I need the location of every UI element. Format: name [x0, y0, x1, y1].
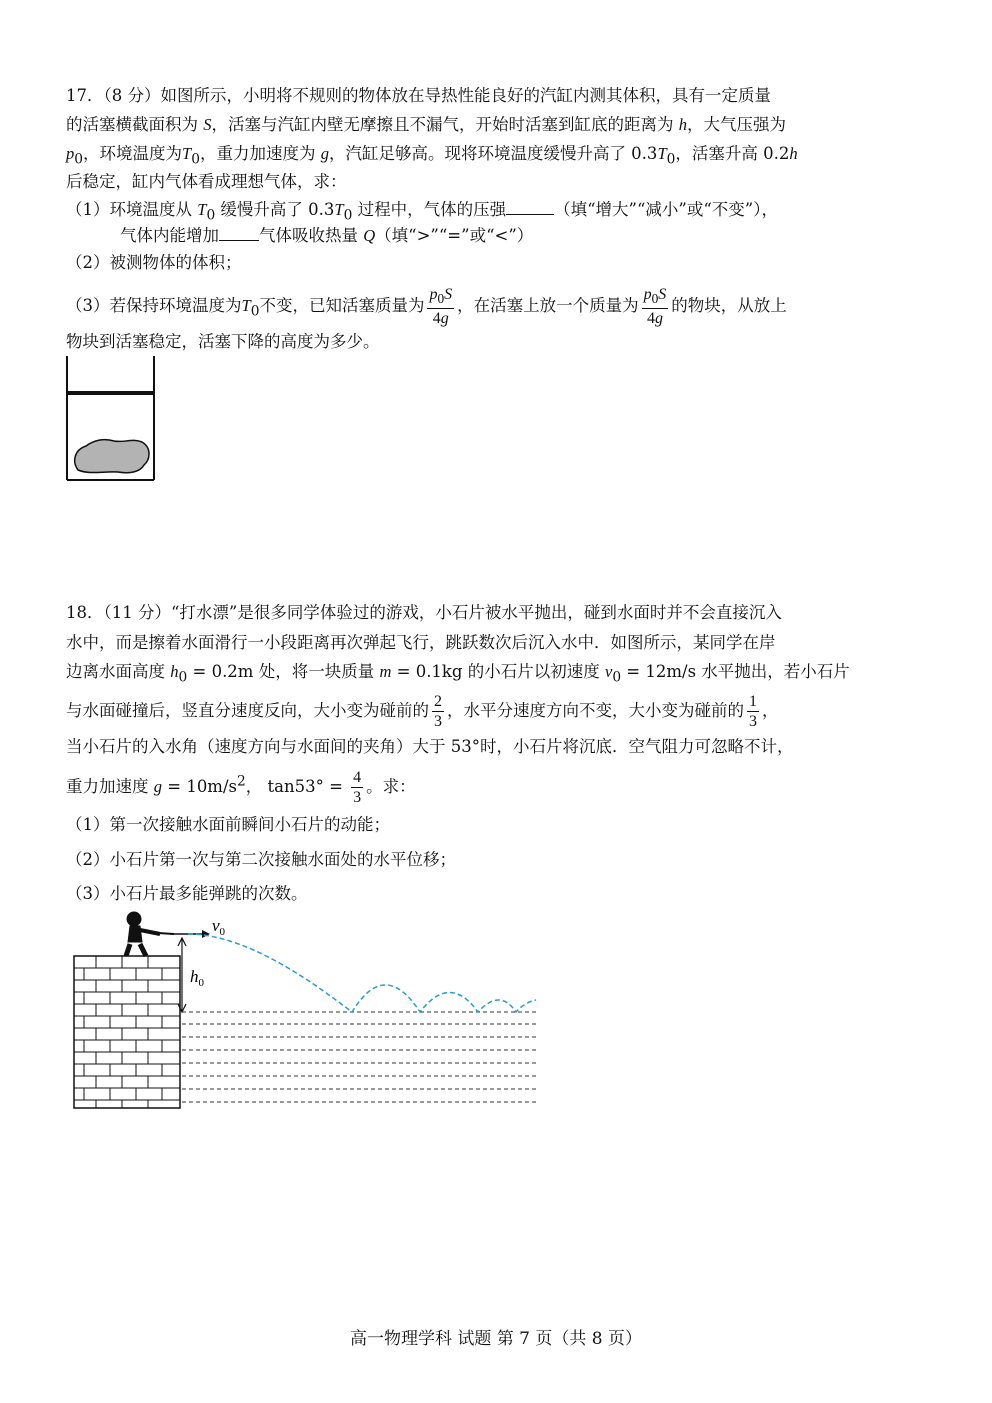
- q18-line-6: 重力加速度 $g = 10m/s^2$， tan53° = $\frac{4}{3}$ 。求：: [66, 769, 416, 806]
- brick-wall: [74, 956, 180, 1108]
- q18-part-2: （2）小石片第一次与第二次接触水面处的水平位移；: [66, 850, 456, 869]
- q17-part-3b: 物块到活塞稳定，活塞下降的高度为多少。: [66, 332, 380, 351]
- fraction-2-3: $\frac{2}{3}$: [434, 693, 442, 730]
- fraction-4-3: $\frac{4}{3}$: [353, 769, 362, 806]
- q18-part-1: （1）第一次接触水面前瞬间小石片的动能；: [66, 815, 390, 834]
- q18-line-2: 水中，而是擦着水面滑行一小段距离再次弹起飞行，跳跃数次后沉入水中．如图所示，某同学在岸: [66, 633, 776, 652]
- q17-part-1b: 气体内能增加 气体吸收热量 Q（填“>”“=”或“<”）: [120, 222, 533, 248]
- q17-line-3: $p_0$，环境温度为$T_0$，重力加速度为 g，汽缸足够高。现将环境温度缓慢升高了 $0.3T_0$，活塞升高 0.2h: [66, 144, 798, 168]
- q18-part-3: （3）小石片最多能弹跳的次数。: [66, 884, 308, 903]
- page-footer: 高一物理学科 试题 第 7 页（共 8 页）: [349, 1329, 643, 1349]
- cylinder-figure: [60, 352, 160, 487]
- h0-label: $h_0$: [190, 967, 204, 989]
- fraction-p0S-4g: $\frac{p_0S}{4g}$: [643, 286, 667, 328]
- q17-part-2: （2）被测物体的体积；: [66, 253, 242, 272]
- q18-line-4: 与水面碰撞后，竖直分速度反向，大小变为碰前的 $\frac{2}{3}$ ，水平分速度方向不变，大小变为碰前的 $\frac{1}{3}$ ，: [66, 693, 779, 730]
- q18-line-5: 当小石片的入水角（速度方向与水面间的夹角）大于 53°时，小石片将沉底．空气阻力可忽略不计，: [66, 737, 794, 756]
- answer-blank: [219, 222, 259, 241]
- q17-line-2: 的活塞横截面积为 S，活塞与汽缸内壁无摩擦且不漏气，开始时活塞到缸底的距离为 h，大气压强为: [66, 115, 786, 134]
- stone-skipping-figure: [70, 908, 545, 1113]
- stone-trajectory: [188, 934, 536, 1012]
- answer-blank: [506, 196, 554, 215]
- water-surface: [182, 1012, 536, 1102]
- person-figure: [126, 912, 174, 956]
- q17-part-3: （3）若保持环境温度为$T_0$不变，已知活塞质量为 $\frac{p_0S}{4g}$ ，在活塞上放一个质量为 $\frac{p_0S}{4g}$ 的物块，从放上: [66, 286, 787, 328]
- q17-part-1: （1）环境温度从 $T_0$ 缓慢升高了 $0.3T_0$ 过程中，气体的压强 （填“增大”“减小”或“不变”），: [66, 196, 778, 227]
- q18-line-3: 边离水面高度 $h_0 = 0.2m$ 处，将一块质量 m = 0.1kg 的小石片以初速度 $v_0 = 12m/s$ 水平抛出，若小石片: [66, 662, 850, 686]
- irregular-object: [75, 440, 149, 473]
- v0-label: $v_0$: [212, 916, 226, 938]
- q17-line-1: 17．（8 分）如图所示，小明将不规则的物体放在导热性能良好的汽缸内测其体积，具有一定质量: [66, 86, 771, 105]
- q17-line-4: 后稳定，缸内气体看成理想气体，求：: [66, 172, 347, 191]
- fraction-1-3: $\frac{1}{3}$: [749, 693, 757, 730]
- q18-line-1: 18．（11 分）“打水漂”是很多同学体验过的游戏，小石片被水平抛出，碰到水面时并不会直接沉入: [66, 603, 782, 622]
- fraction-p0S-4g: $\frac{p_0S}{4g}$: [429, 286, 453, 328]
